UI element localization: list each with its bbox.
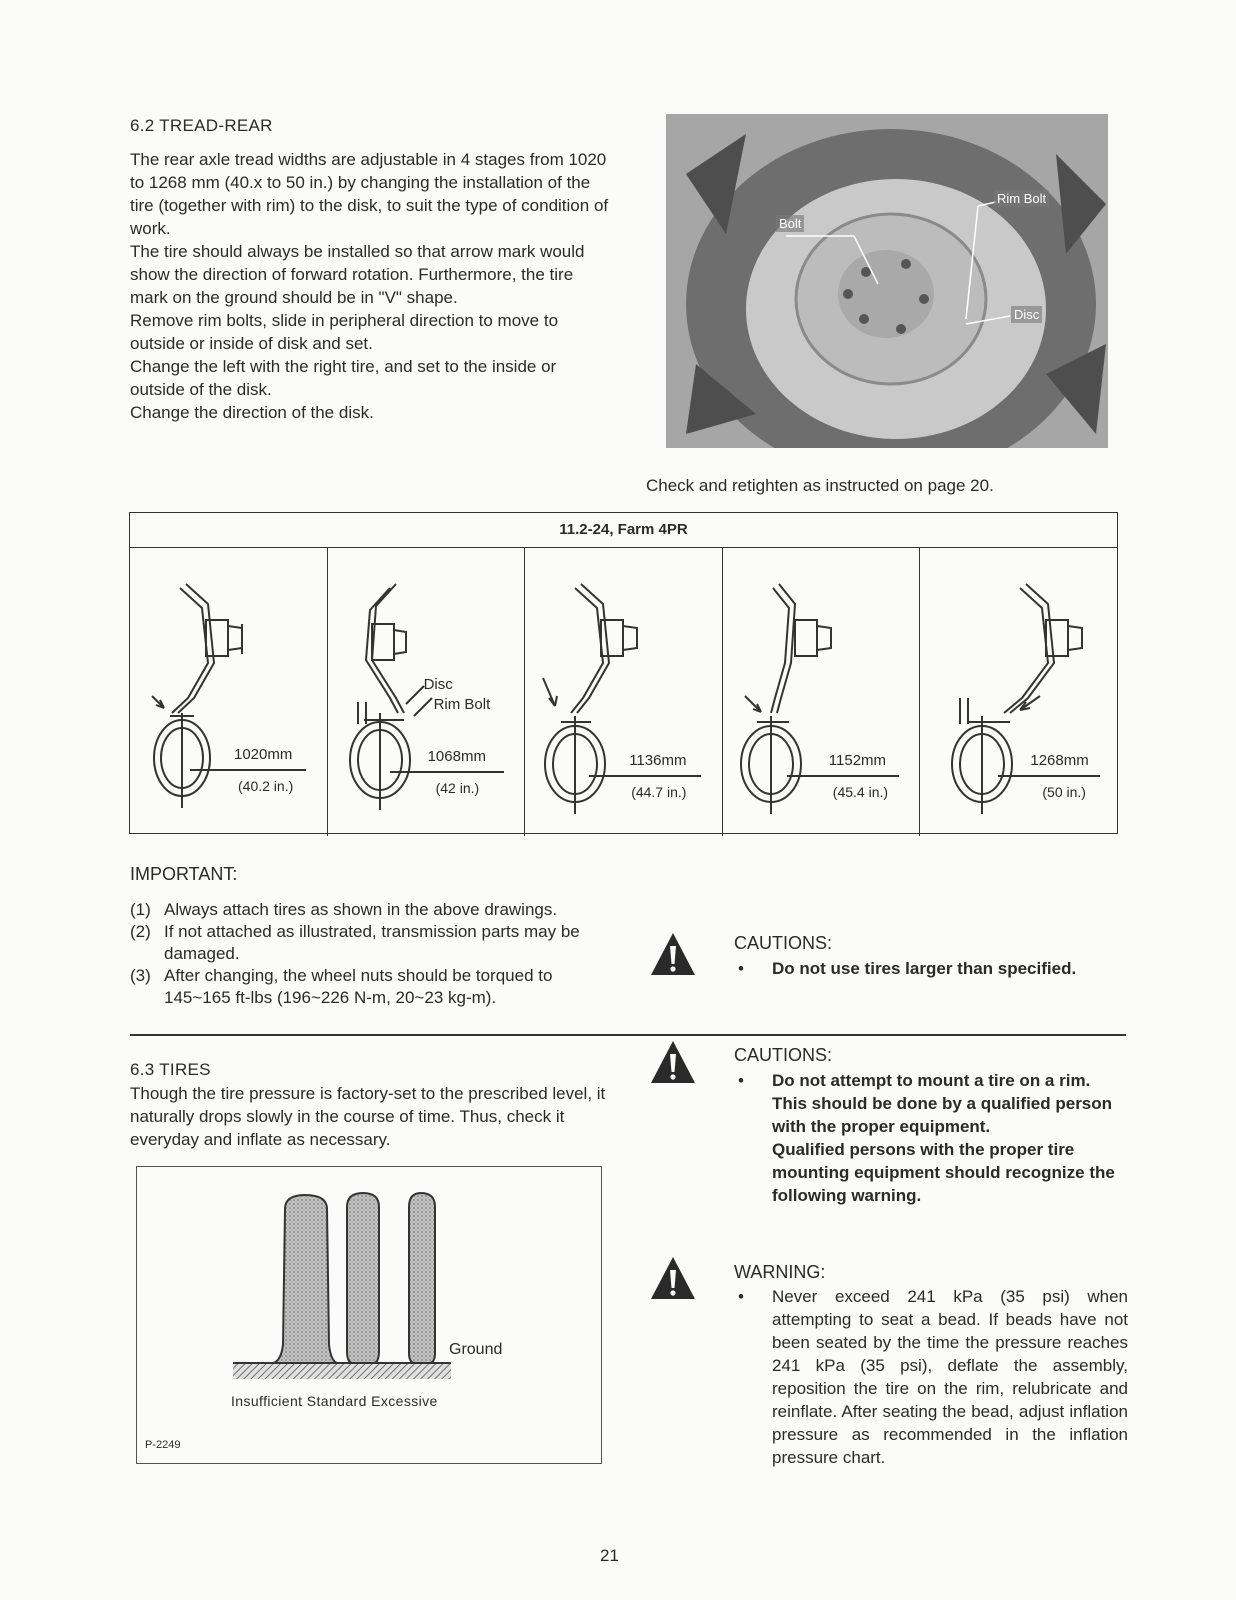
tread-inch: (42 in.) — [435, 780, 480, 796]
paragraph: The rear axle tread widths are adjustable in 4 stages from 1020 to 1268 mm (40.x to 50 in.) by changing the installation of the tire (together with rim) to the disk, to suit the type of condition of work. — [130, 150, 609, 238]
paragraph: Remove rim bolts, slide in peripheral direction to move to outside or inside of disk and set. — [130, 311, 559, 353]
tire-pressure-labels — [231, 1393, 438, 1409]
tread-diagram-1020 — [130, 548, 325, 834]
tread-mm: 1268mm — [1030, 752, 1089, 769]
page-number: 21 — [600, 1546, 619, 1565]
tread-width-table — [129, 512, 1118, 834]
section-6-3-body: Though the tire pressure is factory-set to the prescribed level, it naturally drops slowly in the course of time. Thus, check it everyday and inflate as necessary. — [130, 1084, 606, 1149]
warning-item — [734, 1285, 1128, 1469]
tread-inch: (50 in.) — [1042, 784, 1086, 800]
tread-table-title: 11.2-24, Farm 4PR — [130, 513, 1117, 548]
paragraph: Change the left with the right tire, and set to the inside or outside of the disk. — [130, 357, 557, 399]
label-standard: Standard — [306, 1393, 367, 1409]
divider — [130, 1034, 1126, 1036]
list-item — [130, 921, 610, 965]
caution-2-title: CAUTIONS: — [734, 1045, 833, 1065]
photo-label-disc: Disc — [1011, 306, 1042, 323]
list-item — [130, 965, 610, 1009]
list-number: (3) — [130, 966, 151, 985]
paragraph: Change the direction of the disk. — [130, 403, 374, 422]
tread-setting-1136 — [525, 548, 723, 836]
tread-inch: (45.4 in.) — [832, 784, 889, 800]
tread-diagram-1152 — [723, 548, 918, 834]
tread-mm: 1020mm — [234, 746, 293, 763]
caution-1-item — [734, 957, 1124, 980]
label-insufficient: Insufficient — [231, 1393, 303, 1409]
caution-2-item — [734, 1069, 1128, 1207]
warning-triangle-icon — [650, 932, 696, 976]
section-6-3-heading: 6.3 TIRES — [130, 1060, 211, 1079]
list-text: If not attached as illustrated, transmission parts may be damaged. — [164, 922, 580, 963]
tire-pressure-figure — [136, 1166, 602, 1464]
section-6-2-heading: 6.2 TREAD-REAR — [130, 116, 273, 135]
warning-title: WARNING: — [734, 1262, 826, 1282]
label-excessive: Excessive — [371, 1393, 438, 1409]
bullet: • — [738, 1287, 744, 1306]
list-item — [130, 899, 610, 921]
tread-setting-1068 — [328, 548, 526, 836]
caution-1-title: CAUTIONS: — [734, 933, 833, 953]
caution-1-text: Do not use tires larger than specified. — [772, 959, 1077, 978]
caution-2-text: Qualified persons with the proper tire mounting equipment should recognize the following warning. — [772, 1140, 1115, 1205]
photo-label-bolt: Bolt — [776, 215, 804, 232]
tread-inch: (40.2 in.) — [238, 778, 294, 794]
list-number: (2) — [130, 922, 151, 941]
photo-label-rim-bolt: Rim Bolt — [994, 190, 1049, 207]
ground-label: Ground — [449, 1341, 503, 1358]
warning-triangle-icon — [650, 1256, 696, 1300]
tread-diagram-1268 — [920, 548, 1118, 834]
tread-setting-1268 — [920, 548, 1117, 836]
tread-rim-bolt-label: Rim Bolt — [433, 696, 491, 713]
important-list — [130, 899, 610, 1009]
bullet: • — [738, 959, 744, 978]
caution-2-text: Do not attempt to mount a tire on a rim. This should be done by a qualified person with the proper equipment. — [772, 1071, 1113, 1136]
photo-caption: Check and retighten as instructed on page 20. — [646, 476, 994, 495]
tread-setting-1152 — [723, 548, 921, 836]
list-number: (1) — [130, 900, 151, 919]
section-6-2-body — [130, 148, 612, 424]
figure-code: P-2249 — [145, 1439, 181, 1451]
tread-disc-label: Disc — [423, 676, 453, 693]
tread-inch: (44.7 in.) — [631, 784, 687, 800]
list-text: After changing, the wheel nuts should be torqued to 145~165 ft-lbs (196~226 N-m, 20~23 kg-m). — [164, 966, 553, 1007]
list-text: Always attach tires as shown in the above drawings. — [164, 900, 558, 919]
tire-pressure-drawing — [137, 1167, 601, 1463]
important-title: IMPORTANT: — [130, 864, 238, 884]
warning-triangle-icon — [650, 1040, 696, 1084]
bullet: • — [738, 1071, 744, 1090]
tread-setting-1020 — [130, 548, 328, 836]
tread-mm: 1152mm — [828, 752, 887, 769]
tread-mm: 1136mm — [629, 752, 687, 769]
rear-wheel-photo — [666, 114, 1108, 448]
paragraph: The tire should always be installed so that arrow mark would show the direction of forward rotation. Furthermore, the tire mark on the ground should be in "V" shape. — [130, 242, 585, 307]
warning-text: Never exceed 241 kPa (35 psi) when attempting to seat a bead. If beads have not been seated by the time the pressure reaches 241 kPa (35 psi), deflate the assembly, reposition the tire on the rim, relubricate and reinflate. After seating the bead, adjust inflation pressure as recommended in the inflation pressure chart. — [772, 1287, 1128, 1467]
tread-mm: 1068mm — [427, 748, 486, 765]
tread-diagram-1136 — [525, 548, 720, 834]
